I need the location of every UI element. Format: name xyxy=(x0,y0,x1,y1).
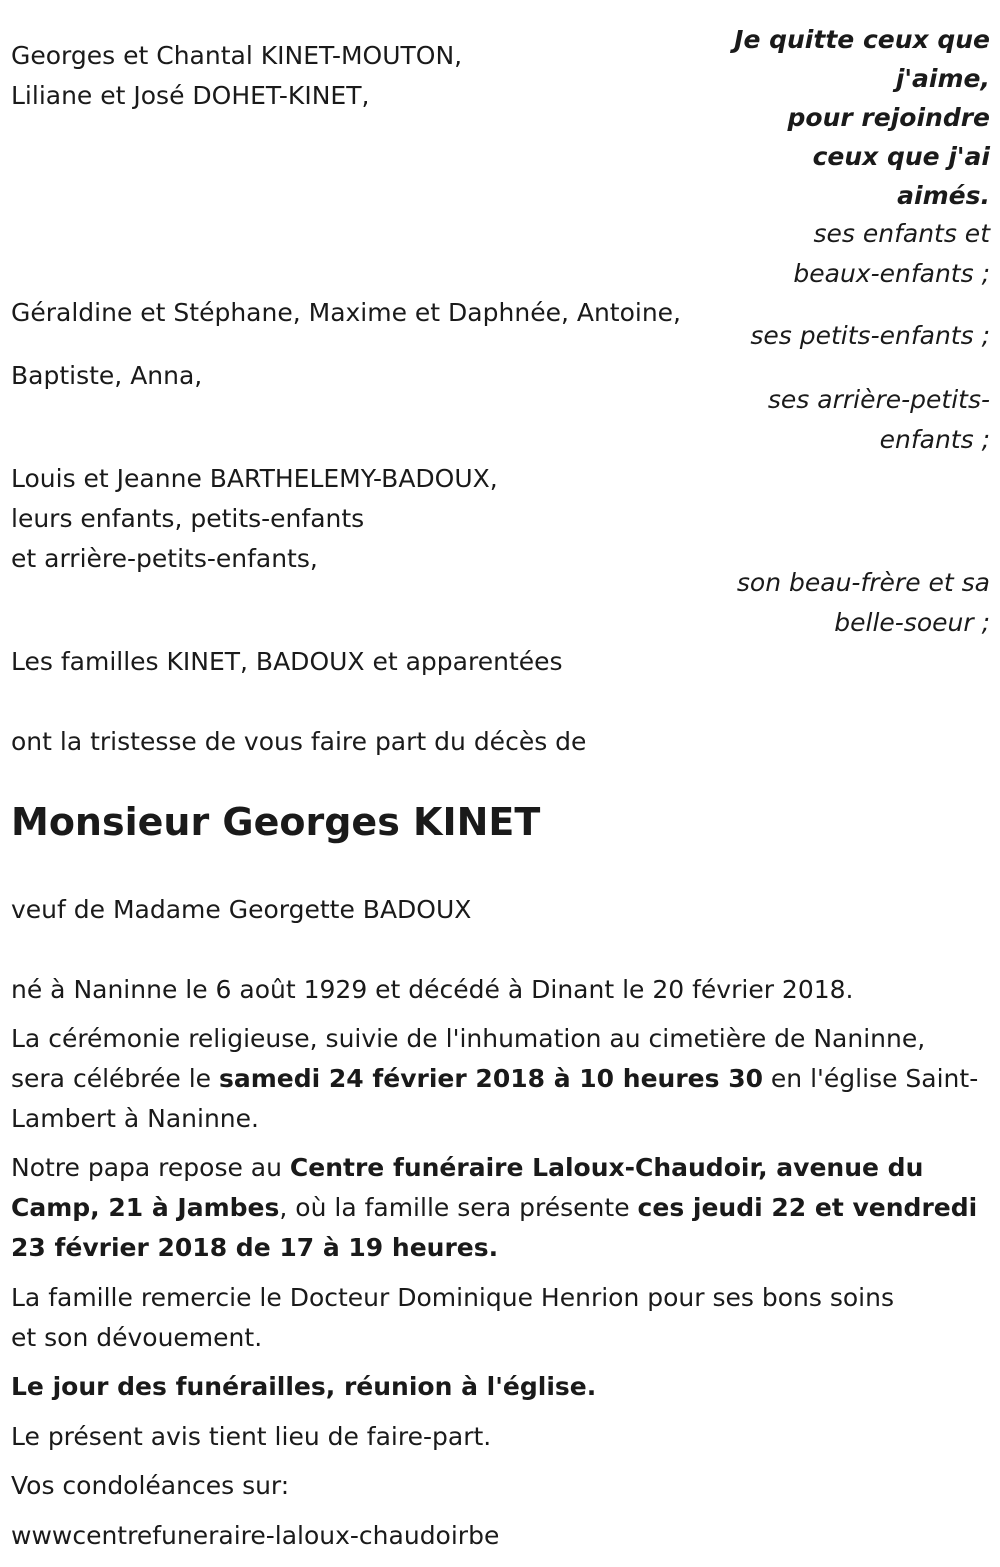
ceremony-line-2 xyxy=(11,1059,981,1099)
reunion-line: Le jour des funérailles, réunion à l'église. xyxy=(11,1372,597,1401)
visitation-days: ces jeudi 22 et vendredi xyxy=(637,1193,978,1222)
ceremony-line-3: Lambert à Naninne. xyxy=(11,1104,259,1133)
quote-line: aimés. xyxy=(897,181,990,210)
visitation-line-3 xyxy=(11,1228,981,1268)
ceremony-line-2-prefix: sera célébrée le xyxy=(11,1064,219,1093)
condolences-label: Vos condoléances sur: xyxy=(11,1471,290,1500)
visitation-prefix: Notre papa repose au xyxy=(11,1153,290,1182)
visitation-dates: 23 février 2018 de 17 à 19 heures. xyxy=(11,1233,499,1262)
ceremony-paragraph xyxy=(11,1019,981,1139)
grandchildren-line: Géraldine et Stéphane, Maxime et Daphnée, Antoine, xyxy=(11,298,682,327)
quote-line: Je quitte ceux que xyxy=(734,25,990,54)
visitation-middle: , où la famille sera présente xyxy=(279,1193,638,1222)
notice-line: Le présent avis tient lieu de faire-part. xyxy=(11,1422,492,1451)
announcement-line: ont la tristesse de vous faire part du décès de xyxy=(11,727,587,756)
great-grandchildren-role xyxy=(768,380,990,460)
children-line-1: Georges et Chantal KINET-MOUTON, xyxy=(11,41,463,70)
visitation-paragraph xyxy=(11,1148,981,1268)
widower-line: veuf de Madame Georgette BADOUX xyxy=(11,895,472,924)
children-role-line-1: ses enfants et xyxy=(813,219,990,248)
children-role-line-2: beaux-enfants ; xyxy=(793,259,990,288)
children-role xyxy=(793,214,990,294)
birth-death-line: né à Naninne le 6 août 1929 et décédé à Dinant le 20 février 2018. xyxy=(11,975,854,1004)
inlaws-role-line-1: son beau-frère et sa xyxy=(736,568,990,597)
visitation-line-2 xyxy=(11,1188,981,1228)
funeral-center: Centre funéraire Laloux-Chaudoir, avenue du xyxy=(289,1153,924,1182)
quote-line: j'aime, xyxy=(895,64,990,93)
ceremony-date: samedi 24 février 2018 à 10 heures 30 xyxy=(218,1064,763,1093)
inlaws-role xyxy=(737,563,990,643)
children-line-2: Liliane et José DOHET-KINET, xyxy=(11,81,370,110)
quote-line: pour rejoindre xyxy=(787,103,990,132)
deceased-name: Monsieur Georges KINET xyxy=(11,800,541,844)
thanks-line-1: La famille remercie le Docteur Dominique Henrion pour ses bons soins xyxy=(11,1283,894,1312)
quote-line: ceux que j'ai xyxy=(812,142,990,171)
epigraph-quote xyxy=(734,20,990,215)
website-link[interactable]: wwwcentrefuneraire-laloux-chaudoirbe xyxy=(11,1521,500,1550)
great-grandchildren-role-line-1: ses arrière-petits- xyxy=(767,385,990,414)
inlaws-role-line-2: belle-soeur ; xyxy=(834,608,990,637)
thanks-paragraph xyxy=(11,1278,981,1358)
great-grandchildren-line: Baptiste, Anna, xyxy=(11,361,203,390)
thanks-line-2: et son dévouement. xyxy=(11,1323,263,1352)
inlaws-line-1: Louis et Jeanne BARTHELEMY-BADOUX, xyxy=(11,464,498,493)
inlaws-line-3: et arrière-petits-enfants, xyxy=(11,544,318,573)
families-line: Les familles KINET, BADOUX et apparentées xyxy=(11,647,563,676)
funeral-center-address: Camp, 21 à Jambes xyxy=(11,1193,280,1222)
great-grandchildren-role-line-2: enfants ; xyxy=(879,425,990,454)
visitation-line-1 xyxy=(11,1148,981,1188)
ceremony-line-2-suffix: en l'église Saint- xyxy=(762,1064,979,1093)
inlaws-line-2: leurs enfants, petits-enfants xyxy=(11,504,365,533)
ceremony-line-1: La cérémonie religieuse, suivie de l'inhumation au cimetière de Naninne, xyxy=(11,1024,926,1053)
grandchildren-role: ses petits-enfants ; xyxy=(750,321,990,350)
